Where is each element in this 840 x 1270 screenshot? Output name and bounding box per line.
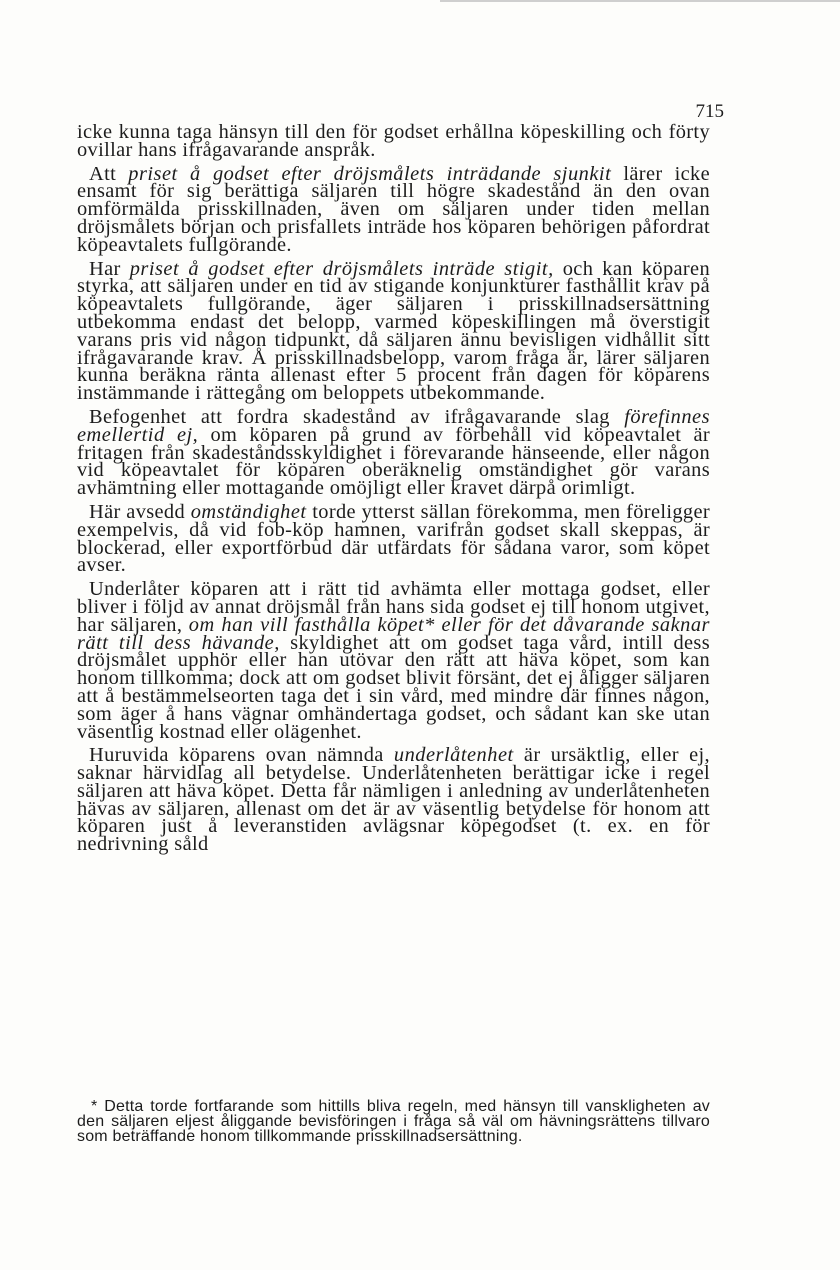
emphasis-text: priset å godset efter dröjsmålets inträde stigit,	[129, 257, 554, 280]
paragraph-1	[77, 121, 710, 161]
paragraph-text: är ursäktlig, eller ej, saknar härvidlag all betydelse. Underlåtenheten berättigar icke i regel säljaren att häva köpet. Detta får nämligen i anledning av underlåtenheten hävas av säljaren, allenast om det är av väsentlig betydelse för honom att köparen just å leveranstiden avlägsnar köpegodset (t. ex. en för nedrivning såld	[77, 744, 710, 856]
footnote	[77, 1099, 710, 1144]
paragraph-text: och kan köparen styrka, att säljaren under en tid av stigande konjunkturer fasthållit krav på köpeavtalets fullgörande, äger säljaren i prisskillnadsersättning utbekomma endast det belopp, varmed köpeskillingen må överstigit varans pris vid någon tidpunkt, då säljaren ännu bevisligen vidhållit sitt ifrågavarande krav. Å prisskillnadsbelopp, varom fråga är, lärer säljaren kunna beräkna ränta allenast efter 5 procent från dagen för köparens instämmande i rättegång om beloppets utbekommande.	[77, 257, 710, 405]
paragraph-text: Har	[89, 257, 130, 280]
paragraph-text: torde ytterst sällan förekomma, men föreligger exempelvis, då vid fob-köp hamnen, varifrån godset skall skeppas, är blockerad, eller exportförbud där utfärdats för sådana varor, som köpet avser.	[77, 500, 711, 577]
paragraph-5	[77, 500, 711, 577]
paragraph-text: lärer icke ensamt för sig berättiga säljaren till högre skadestånd än den ovan omförmälda prisskillnaden, även om säljaren under tiden mellan dröjsmålets början och prisfallets inträde hos köparen behörigen påfordrat köpeavtalets fullgörande.	[77, 162, 710, 256]
paragraph-4	[77, 405, 710, 500]
paragraph-2	[77, 162, 710, 256]
emphasis-text: priset å godset efter dröjsmålets inträdande sjunkit	[128, 162, 612, 185]
emphasis-text: omständighet	[190, 500, 307, 523]
emphasis-text: om han vill fasthålla köpet* eller för det dåvarande saknar rätt till dess hävande,	[77, 613, 710, 654]
top-edge-rule	[440, 0, 840, 2]
paragraph-text: om köparen på grund av förbehåll vid köpeavtalet är fritagen från skadeståndsskyldighet i förevarande hänseende, eller någon vid köpeavtalet för köparen oberäknelig omständighet gör varans avhämtning eller mottagande omöjligt eller kravet därpå orimligt.	[77, 423, 710, 500]
body-text	[77, 121, 711, 860]
paragraph-text: icke kunna taga hänsyn till den för godset erhållna köpeskilling och förty ovillar hans ifrågavarande anspråk.	[77, 121, 710, 161]
paragraph-text: skyldighet att om godset taga vård, intill dess dröjsmålet upphör eller han utövar den rätt att häva köpet, som kan honom tillkomma; dock att om godset blivit försänt, det ej åligger säljaren att å bestämmelseorten taga det i sin vård, med mindre där finnes någon, som äger å hans vägnar omhändertaga godset, och sådant kan ske utan väsentlig kostnad eller olägenhet.	[77, 631, 710, 743]
paragraph-3	[77, 257, 710, 405]
emphasis-text: förefinnes emellertid ej,	[77, 405, 710, 446]
paragraph-text: Att	[89, 162, 129, 185]
paragraph-6	[77, 578, 710, 743]
paragraph-7	[77, 744, 710, 856]
paragraph-text: Här avsedd	[89, 500, 191, 523]
page-number: 715	[695, 101, 724, 122]
paragraph-text: Befogenhet att fordra skadestånd av ifrågavarande slag	[89, 405, 625, 428]
footnote-text: Detta torde fortfarande som hittills bliva regeln, med hänsyn till vanskligheten av den säljaren eljest åliggande bevisföringen i fråga så väl om hävningsrättens tillvaro som beträffande honom tillkommande prisskillnadsersättning.	[77, 1098, 710, 1145]
paragraph-text: Huruvida köparens ovan nämnda	[89, 744, 394, 767]
paragraph-text: Underlåter köparen att i rätt tid avhämta eller mottaga godset, eller bliver i följd av annat dröjsmål från hans sida godset ej till honom utgivet, har säljaren,	[77, 578, 710, 636]
footnote-marker: *	[91, 1098, 98, 1115]
emphasis-text: underlåtenhet	[393, 744, 514, 767]
